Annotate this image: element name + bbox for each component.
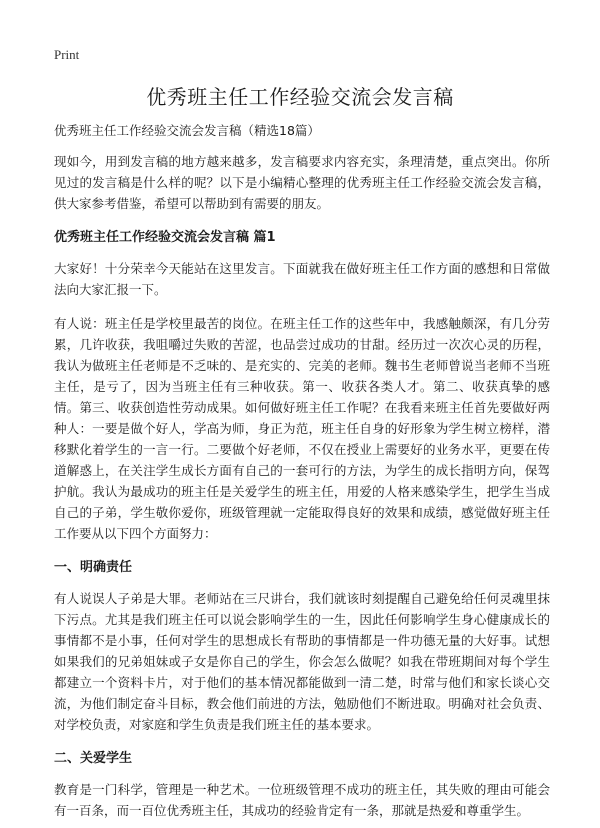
section-heading-1: 优秀班主任工作经验交流会发言稿 篇1: [54, 230, 276, 245]
body-paragraph: 有人说：班主任是学校里最苦的岗位。在班主任工作的这些年中，我感触颇深，有几分劳累，几许收获，我咀嚼过失败的苦涩，也品尝过成功的甘甜。经历过一次次心灵的历程，我认为做班主任老师是不乏味的、是充实的、完美的老师。魏书生老师曾说当老师不当班主任，是亏了，因为当班主任有三种收获。第一、收获各类人才。第二、收获真挚的感情。第三、收获创造性劳动成果。如何做好班主任工作呢？在我看来班主任首先要做好两种人：一要是做个好人，学高为师，身正为范，班主任自身的好形象为学生树立榜样，潜移默化着学生的一言一行。二要做个好老师，不仅在授业上需要好的业务水平，更要在传道解惑上，在关注学生成长方面有自己的一套可行的方法，为学生的成长指明方向，保驾护航。我认为最成功的班主任是关爱学生的班主任，用爱的人格来感染学生，把学生当成自己的子弟，学生敬你爱你，班级管理就一定能取得良好的效果和成绩，感觉做好班主任工作要从以下四个方面努力：: [54, 316, 550, 541]
care-paragraph: 教育是一门科学，管理是一种艺术。一位班级管理不成功的班主任，其失败的理由可能会有一百条，而一百位优秀班主任，其成功的经验肯定有一条，那就是热爱和尊重学生。: [54, 782, 550, 818]
page-title: 优秀班主任工作经验交流会发言稿: [146, 85, 454, 109]
intro-paragraph: 现如今，用到发言稿的地方越来越多，发言稿要求内容充实，条理清楚，重点突出。你所见过的发言稿是什么样的呢？以下是小编精心整理的优秀班主任工作经验交流会发言稿，供大家参考借鉴，希望可以帮助到有需要的朋友。: [54, 154, 550, 211]
greeting-paragraph: 大家好！十分荣幸今天能站在这里发言。下面就我在做好班主任工作方面的感想和日常做法向大家汇报一下。: [54, 261, 550, 297]
print-link[interactable]: Print: [54, 47, 80, 62]
responsibility-paragraph: 有人说误人子弟是大罪。老师站在三尺讲台，我们就该时刻提醒自己避免给任何灵魂里抹下污点。尤其是我们班主任可以说会影响学生的一生，因此任何影响学生身心健康成长的事情都不是小事，任何对学生的思想成长有帮助的事情都是一件功德无量的大好事。试想如果我们的兄弟姐妹或子女是你自己的学生，你会怎么做呢？如我在带班期间对每个学生都建立一个资料卡片，对于他们的基本情况都能做到一清二楚，时常与他们和家长谈心交流，为他们制定奋斗目标，教会他们前进的方法，勉励他们不断进取。明确对社会负责、对学校负责，对家庭和学生负责是我们班主任的基本要求。: [54, 591, 550, 732]
article-body: [54, 120, 550, 828]
subheading-care: 二、关爱学生: [54, 751, 133, 766]
subheading-responsibility: 一、明确责任: [54, 560, 133, 575]
article-subtitle: 优秀班主任工作经验交流会发言稿（精选18篇）: [54, 123, 320, 138]
